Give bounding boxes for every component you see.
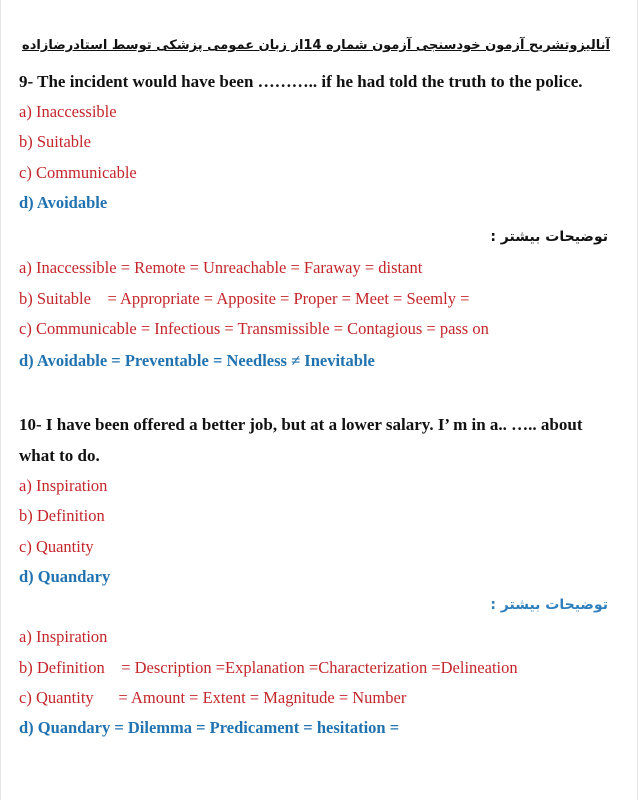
q9-explanation-b: b) Suitable = Appropriate = Apposite = Proper = Meet = Seemly = — [19, 289, 470, 308]
q9-explanation-c: c) Communicable = Infectious = Transmissible = Contagious = pass on — [19, 319, 489, 338]
q9-option-a: a) Inaccessible — [19, 102, 117, 121]
q9-option-d-answer: d) Avoidable — [19, 193, 108, 212]
q10-option-c: c) Quantity — [19, 537, 94, 556]
q10-option-d-answer: d) Quandary — [19, 567, 111, 586]
q9-option-b: b) Suitable — [19, 132, 91, 151]
q9-explanation-d: d) Avoidable = Preventable = Needless ≠ Inevitable — [19, 351, 375, 370]
question-10-line-1: 10- I have been offered a better job, but at a lower salary. I’ m in a.. ….. about — [19, 415, 583, 434]
q10-explanation-d: d) Quandary = Dilemma = Predicament = hesitation = — [19, 718, 400, 737]
page-header: آنالیزوتشریح آزمون خودسنجی آزمون شماره 14از زبان عمومی پزشکی توسط استادرضازاده — [22, 38, 610, 53]
question-10-line-2: what to do. — [19, 446, 100, 465]
q9-option-c: c) Communicable — [19, 163, 137, 182]
q10-explanation-b: b) Definition = Description =Explanation =Characterization =Delineation — [19, 658, 518, 677]
q10-option-b: b) Definition — [19, 506, 105, 525]
q9-more-explanations-label: توضیحات بیشتر : — [490, 229, 608, 245]
q10-more-explanations-label: توضیحات بیشتر : — [490, 597, 608, 613]
q10-explanation-c: c) Quantity = Amount = Extent = Magnitude = Number — [19, 688, 407, 707]
q10-option-a: a) Inspiration — [19, 476, 108, 495]
q9-explanation-a: a) Inaccessible = Remote = Unreachable = Faraway = distant — [19, 258, 423, 277]
question-9: 9- The incident would have been ……….. if he had told the truth to the police. — [19, 72, 583, 91]
q10-explanation-a: a) Inspiration — [19, 627, 108, 646]
